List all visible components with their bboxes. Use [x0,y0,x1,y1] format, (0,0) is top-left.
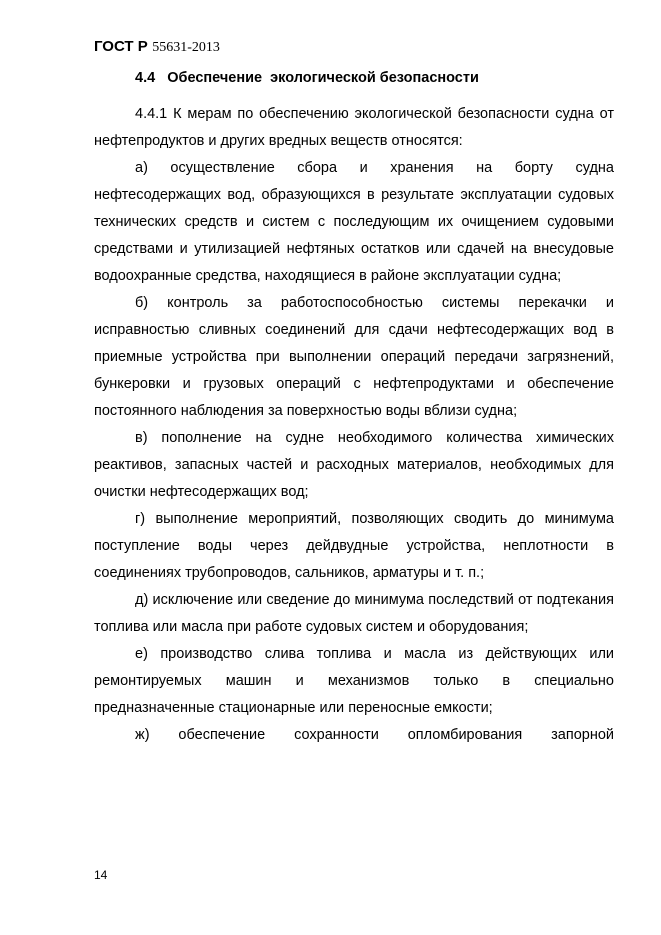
list-item-zh: ж) обеспечение сохранности опломбирования запорной [135,727,614,743]
gost-label: ГОСТ Р [94,38,148,55]
document-body [94,101,614,749]
gost-number: 55631-2013 [152,40,220,55]
page-number: 14 [94,868,108,882]
list-item-e: е) производство слива топлива и масла из действующих или ремонтируемых машин и механизмов только в специально предназначенные стационарные или переносные емкости; [94,646,614,716]
section-title: 4.4 Обеспечение экологической безопасности [135,70,479,86]
paragraph-4-4-1: 4.4.1 К мерам по обеспечению экологической безопасности судна от нефтепродуктов и других вредных веществ относятся: [94,106,614,149]
list-item-v: в) пополнение на судне необходимого количества химических реактивов, запасных частей и расходных материалов, необходимых для очистки нефтесодержащих вод; [94,430,614,500]
document-header [94,38,220,56]
list-item-b: б) контроль за работоспособностью системы перекачки и исправностью сливных соединений для сдачи нефтесодержащих вод в приемные устройства при выполнении операций передачи загрязнений, бункеровки и грузовых операций с нефтепродуктами и обеспечение постоянного наблюдения за поверхностью воды вблизи судна; [94,295,614,419]
list-item-g: г) выполнение мероприятий, позволяющих сводить до минимума поступление воды через дейдвудные устройства, неплотности в соединениях трубопроводов, сальников, арматуры и т. п.; [94,511,614,581]
list-item-a: а) осуществление сбора и хранения на борту судна нефтесодержащих вод, образующихся в результате эксплуатации судовых технических средств и систем с последующим их очищением судовыми средствами и утилизацией нефтяных остатков или сдачей на внесудовые водоохранные средства, находящиеся в районе эксплуатации судна; [94,160,614,284]
list-item-d: д) исключение или сведение до минимума последствий от подтекания топлива или масла при работе судовых систем и оборудования; [94,592,614,635]
